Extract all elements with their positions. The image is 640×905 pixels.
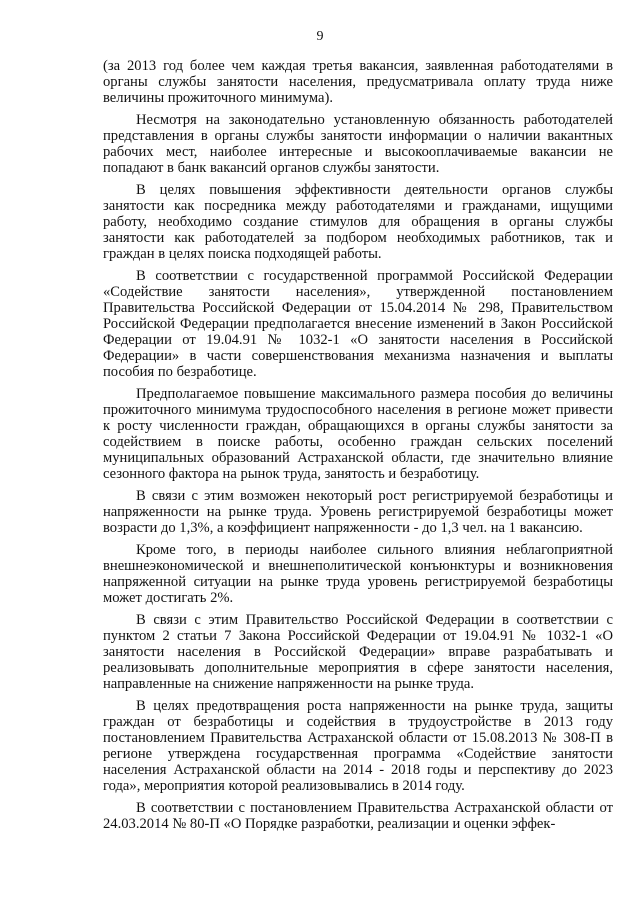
paragraph-unfavorable-conditions: Кроме того, в периоды наиболее сильного влияния неблагоприятной внешнеэкономической и внешнеполитической конъюнктуры и возникновения напряженной ситуации на рынке труда уровень регистрируемой безработицы может достигать 2%. bbox=[103, 541, 613, 606]
paragraph-government-measures: В связи с этим Правительство Российской Федерации в соответствии с пунктом 2 статьи 7 Закона Российской Федерации от 19.04.91 № 1032-1 «О занятости населения в Российской Федерации» вправе разрабатывать и реализовывать дополнительные мероприятия в сфере занятости населения, направленные на снижение напряженности на рынке труда. bbox=[103, 611, 613, 692]
paragraph-unemployment-growth: В связи с этим возможен некоторый рост регистрируемой безработицы и напряженности на рынке труда. Уровень регистрируемой безработицы может возрасти до 1,3%, а коэффициент напряженности - до 1,3 чел. на 1 вакансию. bbox=[103, 487, 613, 536]
paragraph-continuation: (за 2013 год более чем каждая третья вакансия, заявленная работодателями в органы службы занятости населения, предусматривала оплату труда ниже величины прожиточного минимума). bbox=[103, 58, 613, 106]
paragraph-vacancy-information: Несмотря на законодательно установленную обязанность работодателей представления в органы службы занятости информации о наличии вакантных рабочих мест, наиболее интересные и высокооплачиваемые вакансии не попадают в банк вакансий органов службы занятости. bbox=[103, 112, 613, 176]
paragraph-state-program: В соответствии с государственной программой Российской Федерации «Содействие занятости населения», утвержденной постановлением Правительства Российской Федерации от 15.04.2014 № 298, Правительством Российской Федерации предполагается внесение изменений в Закон Российской Федерации от 19.04.91 № 1032-1 «О занятости населения в Российской Федерации» в части совершенствования механизма назначения и выплаты пособия по безработице. bbox=[103, 268, 613, 380]
paragraph-employment-service-efficiency: В целях повышения эффективности деятельности органов службы занятости как посредника между работодателями и гражданами, ищущими работу, необходимо создание стимулов для обращения в органы службы занятости как работодателей за подбором необходимых работников, так и граждан в целях поиска подходящей работы. bbox=[103, 182, 613, 262]
paragraph-regional-resolution: В соответствии с постановлением Правительства Астраханской области от 24.03.2014 № 80-П «О Порядке разработки, реализации и оценки эффек- bbox=[103, 799, 613, 832]
paragraph-benefit-increase: Предполагаемое повышение максимального размера пособия до величины прожиточного минимума трудоспособного населения в регионе может привести к росту численности граждан, обращающихся в органы службы занятости за содействием в поиске работы, особенно граждан сельских поселений муниципальных образований Астраханской области, где значительно влияние сезонного фактора на рынок труда, занятость и безработицу. bbox=[103, 385, 613, 482]
page-number: 9 bbox=[316, 29, 324, 44]
paragraph-regional-program: В целях предотвращения роста напряженности на рынке труда, защиты граждан от безработицы и содействия в трудоустройстве в 2013 году постановлением Правительства Астраханской области от 15.08.2013 № 308-П в регионе утверждена государственная программа «Содействие занятости населения Астраханской области на 2014 - 2018 годы и перспективу до 2023 года», мероприятия которой реализовывались в 2014 году. bbox=[103, 697, 613, 794]
document-body bbox=[103, 59, 613, 833]
